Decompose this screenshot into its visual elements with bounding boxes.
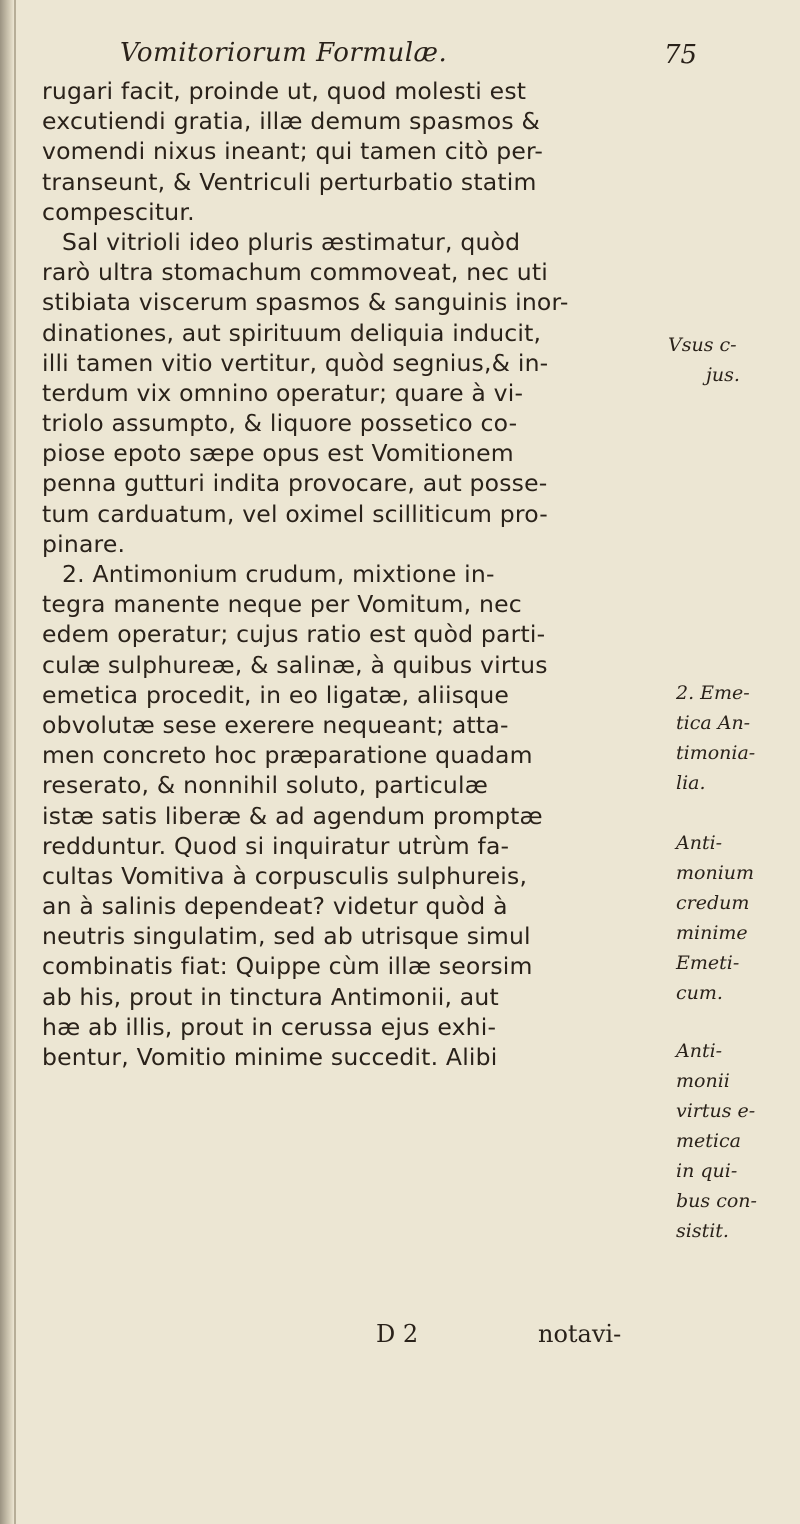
margin-note: Anti-: [676, 832, 723, 854]
text-line: excutiendi gratia, illæ demum spasmos &: [42, 107, 540, 136]
text-line: bentur, Vomitio minime succedit. Alibi: [42, 1043, 498, 1071]
text-line: stibiata viscerum spasmos & sanguinis inor-: [42, 288, 569, 317]
text-line: vomendi nixus ineant; qui tamen citò per-: [42, 137, 544, 166]
text-line: 2. Antimonium crudum, mixtione in-: [62, 560, 495, 588]
text-line: rarò ultra stomachum commoveat, nec uti: [42, 258, 548, 287]
margin-note: lia.: [676, 772, 706, 794]
text-line: hæ ab illis, prout in cerussa ejus exhi-: [42, 1012, 497, 1041]
text-line: Sal vitrioli ideo pluris æstimatur, quòd: [62, 227, 521, 256]
text-line: cultas Vomitiva à corpusculis sulphureis,: [42, 861, 528, 890]
margin-note: timonia-: [676, 742, 756, 764]
text-line: pinare.: [42, 529, 126, 558]
text-line: tum carduatum, vel oximel scilliticum pro-: [42, 499, 548, 528]
main-text-block: [36, 76, 631, 1072]
margin-note: virtus e-: [676, 1100, 756, 1122]
text-line: redduntur. Quod si inquiratur utrùm fa-: [42, 831, 510, 860]
margin-note: monium: [676, 862, 755, 884]
text-line: culæ sulphureæ, & salinæ, à quibus virtus: [42, 650, 548, 679]
text-line: piose epoto sæpe opus est Vomitionem: [42, 439, 514, 468]
margin-note: sistit.: [676, 1220, 729, 1242]
margin-note: cum.: [676, 982, 723, 1004]
catchword: notavi-: [538, 1320, 622, 1348]
margin-note: bus con-: [676, 1190, 757, 1212]
text-line: neutris singulatim, sed ab utrisque simul: [42, 922, 531, 951]
margin-note: tica An-: [676, 712, 751, 734]
signature-mark: D 2: [376, 1320, 419, 1348]
running-title: Vomitoriorum Formulæ.: [120, 38, 448, 68]
margin-note: Anti-: [676, 1040, 723, 1062]
text-line: penna gutturi indita provocare, aut posse-: [42, 469, 548, 498]
text-line: edem operatur; cujus ratio est quòd parti-: [42, 620, 546, 649]
text-line: illi tamen vitio vertitur, quòd segnius,& in-: [42, 348, 549, 377]
text-line: rugari facit, proinde ut, quod molesti est: [42, 77, 527, 105]
margin-note: minime: [676, 922, 748, 944]
text-line: terdum vix omnino operatur; quare à vi-: [42, 378, 524, 407]
text-line: ab his, prout in tinctura Antimonii, aut: [42, 982, 499, 1011]
text-line: tegra manente neque per Vomitum, nec: [42, 590, 522, 619]
margin-note: Vsus c-: [668, 334, 737, 356]
text-line: emetica procedit, in eo ligatæ, aliisque: [42, 680, 510, 709]
text-line: obvolutæ sese exerere nequeant; atta-: [42, 710, 509, 739]
margin-note: Emeti-: [676, 952, 740, 974]
margin-note: metica: [676, 1130, 741, 1152]
text-line: triolo assumpto, & liquore possetico co-: [42, 409, 518, 438]
text-line: an à salinis dependeat? videtur quòd à: [42, 892, 508, 921]
margin-note: in qui-: [676, 1160, 738, 1182]
text-line: dinationes, aut spirituum deliquia inducit,: [42, 318, 542, 347]
margin-note: monii: [676, 1070, 730, 1092]
margin-note: 2. Eme-: [676, 682, 750, 704]
margin-note: jus.: [706, 364, 740, 386]
text-line: compescitur.: [42, 197, 195, 226]
text-line: transeunt, & Ventriculi perturbatio statim: [42, 167, 537, 196]
page-number: 75: [664, 40, 698, 70]
text-line: reserato, & nonnihil soluto, particulæ: [42, 771, 489, 800]
text-line: istæ satis liberæ & ad agendum promptæ: [42, 801, 543, 830]
text-line: men concreto hoc præparatione quadam: [42, 741, 533, 770]
margin-note: credum: [676, 892, 750, 914]
text-line: combinatis fiat: Quippe cùm illæ seorsim: [42, 952, 533, 981]
